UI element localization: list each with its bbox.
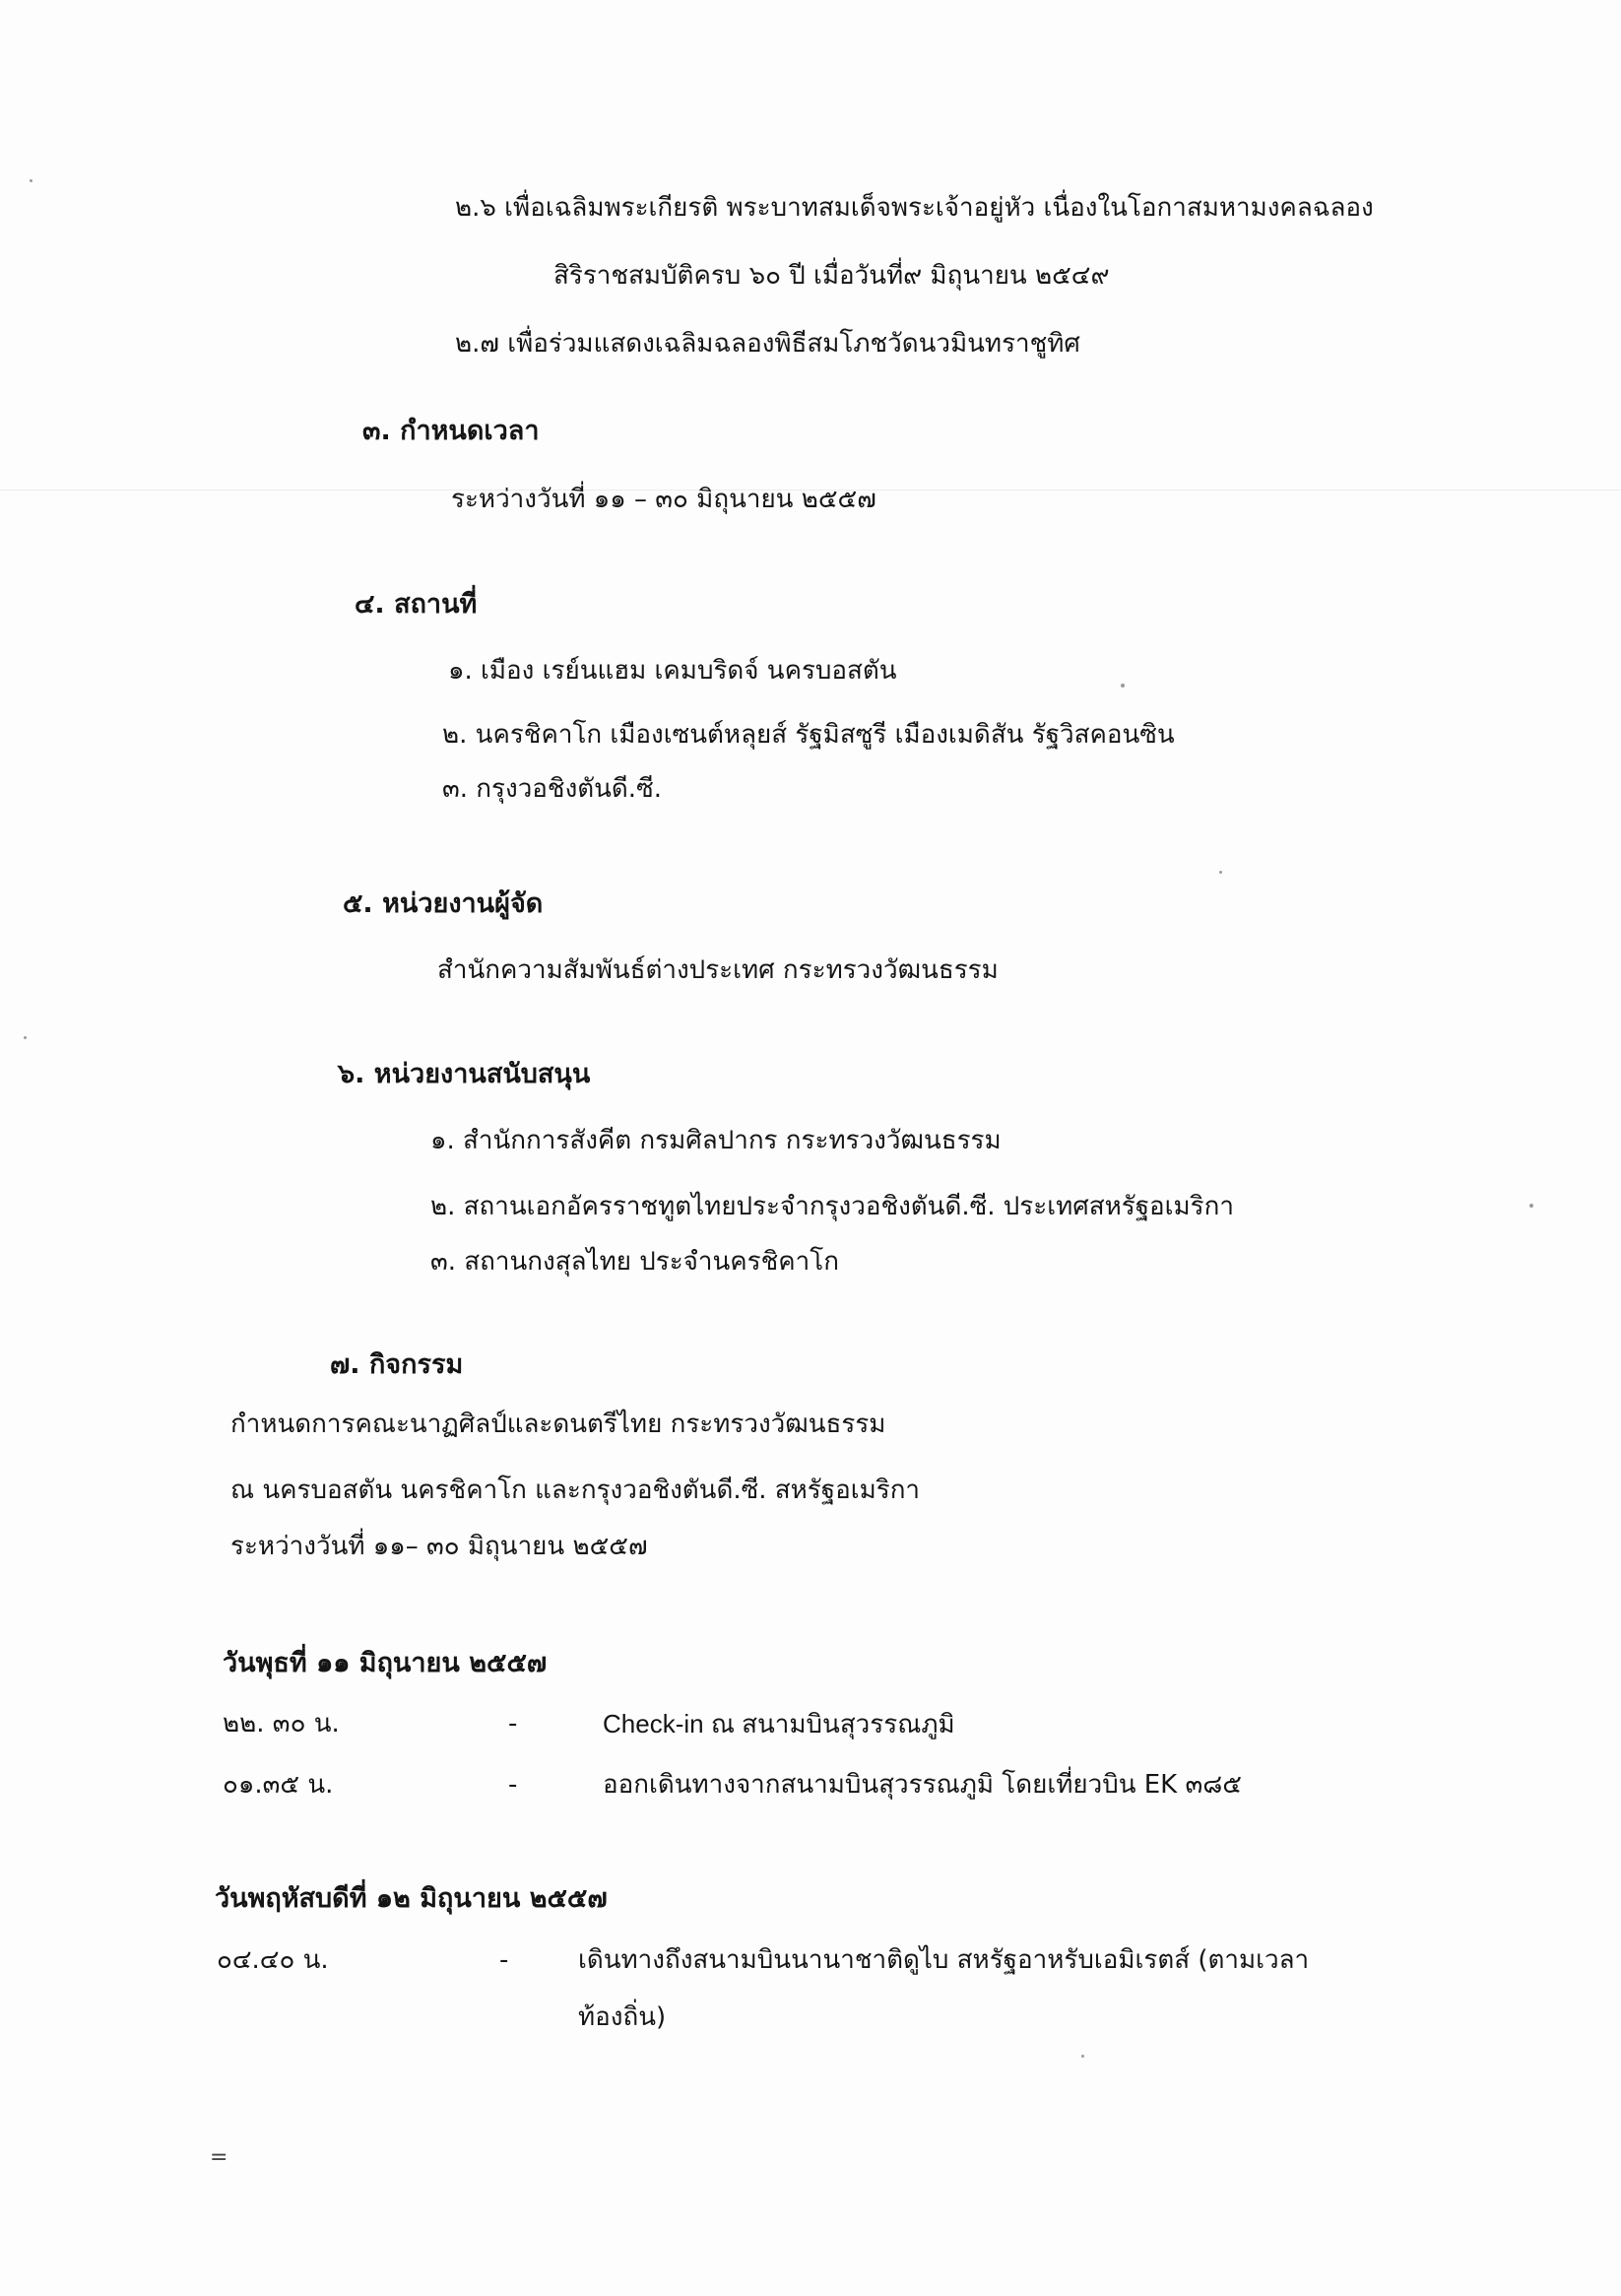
section-4-item: ๓. กรุงวอชิงตันดี.ซี.: [442, 774, 662, 804]
section-6-heading: ๖. หน่วยงานสนับสนุน: [338, 1059, 591, 1089]
section-4-item: ๑. เมือง เรย์นแฮม เคมบริดจ์ นครบอสตัน: [448, 656, 897, 686]
section-5-heading: ๕. หน่วยงานผู้จัด: [343, 888, 544, 919]
schedule-description: ออกเดินทางจากสนามบินสุวรรณภูมิ โดยเที่ยวบิน EK ๓๘๕: [603, 1770, 1242, 1800]
section-3-heading: ๓. กำหนดเวลา: [362, 416, 540, 446]
scan-speck: [1219, 871, 1222, 874]
schedule-description: เดินทางถึงสนามบินนานาชาติดูไบ สหรัฐอาหรับเอมิเรตส์ (ตามเวลา: [578, 1945, 1310, 1975]
objective-2-6-line2: สิริราชสมบัติครบ ๖๐ ปี เมื่อวันที่๙ มิถุนายน ๒๕๔๙: [553, 261, 1110, 291]
objective-2-7: ๒.๗ เพื่อร่วมแสดงเฉลิมฉลองพิธีสมโภชวัดนวมินทราชูทิศ: [455, 329, 1080, 359]
schedule-description-continued: ท้องถิ่น): [578, 2002, 667, 2032]
section-3-body: ระหว่างวันที่ ๑๑ – ๓๐ มิถุนายน ๒๕๕๗: [451, 485, 876, 514]
scan-speck: [1081, 2055, 1084, 2058]
scan-speck: [1529, 1204, 1533, 1208]
scan-speck: [24, 1036, 27, 1039]
schedule-dash: -: [508, 1709, 518, 1738]
section-6-item: ๓. สถานกงสุลไทย ประจำนครชิคาโก: [430, 1247, 839, 1277]
scan-speck: [1121, 684, 1125, 688]
scan-speck: [30, 179, 32, 182]
schedule-time: ๐๔.๔๐ น.: [217, 1945, 329, 1975]
section-6-item: ๒. สถานเอกอัครราชทูตไทยประจำกรุงวอชิงตันดี.ซี. ประเทศสหรัฐอเมริกา: [430, 1192, 1234, 1221]
section-5-body: สำนักความสัมพันธ์ต่างประเทศ กระทรวงวัฒนธรรม: [437, 955, 999, 985]
footer-mark: =: [210, 2145, 228, 2170]
schedule-time: ๒๒. ๓๐ น.: [223, 1709, 340, 1738]
schedule-description: Check-in ณ สนามบินสุวรรณภูมิ: [603, 1709, 955, 1738]
schedule-day-heading: วันพฤหัสบดีที่ ๑๒ มิถุนายน ๒๕๕๗: [215, 1883, 608, 1914]
section-4-heading: ๔. สถานที่: [355, 589, 478, 620]
schedule-day-heading: วันพุธที่ ๑๑ มิถุนายน ๒๕๕๗: [223, 1648, 548, 1678]
schedule-time: ๐๑.๓๕ น.: [223, 1770, 334, 1800]
objective-2-6-line1: ๒.๖ เพื่อเฉลิมพระเกียรติ พระบาทสมเด็จพระเจ้าอยู่หัว เนื่องในโอกาสมหามงคลฉลอง: [455, 193, 1374, 223]
section-7-line: กำหนดการคณะนาฏศิลป์และดนตรีไทย กระทรวงวัฒนธรรม: [230, 1410, 886, 1439]
schedule-dash: -: [499, 1945, 509, 1975]
section-7-line: ณ นครบอสตัน นครชิคาโก และกรุงวอชิงตันดี.ซี. สหรัฐอเมริกา: [230, 1476, 921, 1505]
section-4-item: ๒. นครชิคาโก เมืองเซนต์หลุยส์ รัฐมิสซูรี เมืองเมดิสัน รัฐวิสคอนซิน: [442, 720, 1175, 750]
section-6-item: ๑. สำนักการสังคีต กรมศิลปากร กระทรวงวัฒนธรรม: [430, 1126, 1002, 1155]
section-7-heading: ๗. กิจกรรม: [330, 1349, 464, 1380]
schedule-dash: -: [508, 1770, 518, 1800]
section-7-line: ระหว่างวันที่ ๑๑– ๓๐ มิถุนายน ๒๕๕๗: [230, 1532, 648, 1561]
